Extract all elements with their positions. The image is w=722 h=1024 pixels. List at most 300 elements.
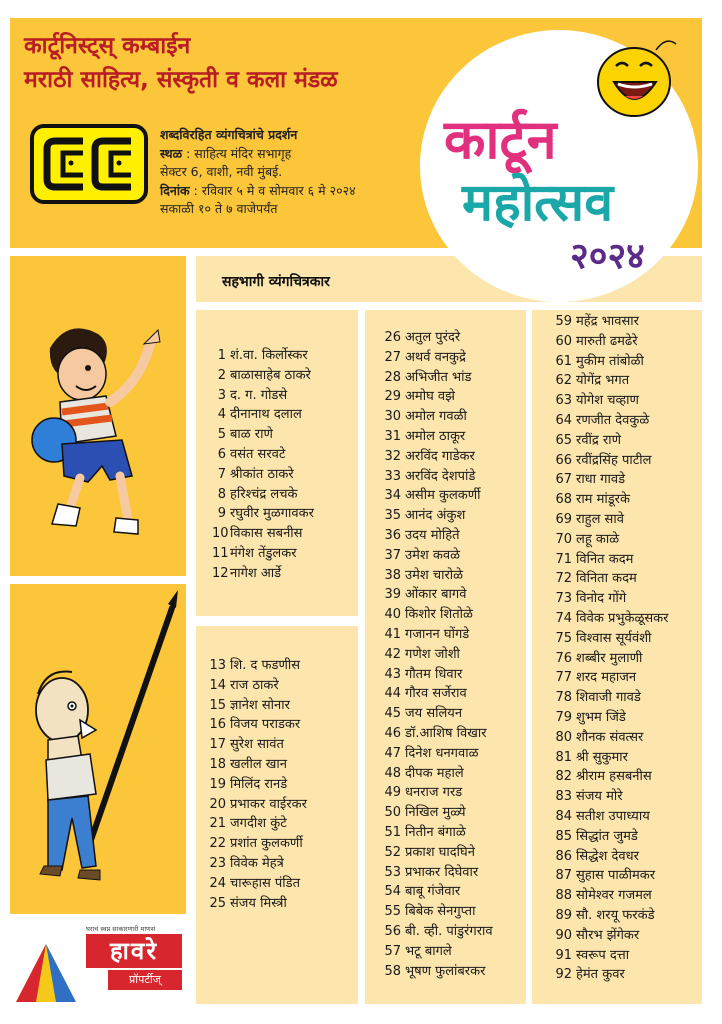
- artist-list-item: [381, 566, 493, 586]
- artist-name: वसंत सरवटे: [230, 446, 286, 462]
- artist-list-item: [381, 368, 493, 388]
- artist-list-item: [552, 728, 668, 748]
- artist-list-item: [552, 470, 668, 490]
- artist-number: 57: [384, 943, 401, 959]
- artist-number: 4: [217, 407, 226, 423]
- artist-number: 60: [555, 333, 572, 349]
- artist-number: 7: [217, 466, 226, 482]
- boy-illustration-panel: [10, 256, 186, 576]
- artist-name: राज ठाकरे: [230, 677, 279, 693]
- venue-address: सेक्टर 6, वाशी, नवी मुंबई.: [160, 164, 283, 179]
- artist-name: रणजीत देवकुळे: [576, 412, 650, 428]
- artist-list-item: [552, 668, 668, 688]
- artist-number: 86: [555, 848, 572, 864]
- artist-number: 80: [555, 729, 572, 745]
- artist-number: 21: [209, 816, 226, 832]
- artist-number: 5: [217, 427, 226, 443]
- artists-column-1b: [196, 626, 358, 1004]
- artist-list-item: [206, 696, 307, 716]
- artist-name: संजय मोरे: [576, 789, 623, 805]
- artist-list-item: [552, 490, 668, 510]
- artist-list-item: [212, 465, 314, 485]
- artist-list-item: [552, 965, 668, 985]
- artist-name: सोमेश्वर गजमल: [576, 888, 652, 904]
- artist-name: योगेंद्र भगत: [576, 373, 630, 389]
- artist-number: 55: [384, 904, 401, 920]
- artist-list-item: [552, 688, 668, 708]
- artist-number: 28: [384, 369, 401, 385]
- artist-name: रवींद्र राणे: [576, 432, 622, 448]
- artist-list-item: [206, 755, 307, 775]
- artist-name: श्रीराम हसबनीस: [576, 769, 652, 785]
- artist-number: 42: [384, 646, 401, 662]
- artist-name: हरिश्चंद्र लचके: [230, 486, 298, 502]
- artist-name: हेमंत कुवर: [576, 967, 625, 983]
- artist-name: मारुती ढमढेरे: [576, 333, 638, 349]
- sponsor-logo: [10, 922, 186, 1006]
- artist-name: जगदीश कुंटे: [230, 816, 287, 832]
- artist-name: राम मांडूरके: [576, 492, 630, 508]
- artist-number: 38: [384, 567, 401, 583]
- festival-year: २०२४: [570, 236, 645, 277]
- artist-number: 26: [384, 330, 401, 345]
- venue-text: : साहित्य मंदिर सभागृह: [182, 145, 292, 161]
- artist-number: 8: [217, 486, 226, 502]
- artist-number: 65: [555, 432, 572, 448]
- artist-number: 45: [384, 706, 401, 722]
- artist-number: 3: [217, 387, 226, 403]
- artist-list: [381, 328, 493, 981]
- artist-name: प्रभाकर वाईरकर: [230, 796, 307, 812]
- artist-number: 12: [212, 565, 229, 581]
- artist-name: संजय मिस्त्री: [230, 895, 287, 911]
- date-row: [160, 182, 356, 201]
- artist-list-item: [381, 902, 493, 922]
- artist-name: विनित कदम: [576, 551, 634, 567]
- artist-list-item: [552, 371, 668, 391]
- artist-number: 89: [555, 907, 572, 923]
- artist-name: गणेश जोशी: [405, 646, 460, 662]
- artist-name: अभिजीत भांड: [405, 369, 472, 385]
- artist-name: लहू काळे: [576, 531, 620, 547]
- artist-list-item: [206, 676, 307, 696]
- exhibition-title: शब्दविरहित व्यंगचित्रांचे प्रदर्शन: [160, 127, 298, 142]
- artist-list-item: [212, 425, 314, 445]
- artist-name: डॉ.आशिष विखार: [405, 725, 487, 741]
- artist-list-item: [552, 886, 668, 906]
- artists-column-1a: [196, 310, 358, 616]
- artist-list-item: [381, 724, 493, 744]
- artist-list-item: [381, 486, 493, 506]
- artist-name: महेंद्र भावसार: [576, 314, 639, 329]
- artist-number: 27: [384, 349, 401, 365]
- artist-name: योगेश चव्हाण: [576, 393, 639, 409]
- artist-name: धनराज गरड: [405, 785, 463, 801]
- artist-number: 78: [555, 690, 572, 706]
- artist-list-item: [381, 783, 493, 803]
- artist-list: [212, 346, 314, 584]
- artist-name: प्रकाश घादघिने: [405, 844, 475, 860]
- artist-list-item: [381, 942, 493, 962]
- artist-number: 37: [384, 547, 401, 563]
- artist-list: [206, 656, 307, 913]
- artist-list-item: [552, 946, 668, 966]
- artist-name: सतीश उपाध्याय: [576, 808, 650, 824]
- artist-name: उदय मोहिते: [405, 527, 460, 543]
- artist-name: ओंकार बागवे: [405, 587, 467, 603]
- artist-name: रवींद्रसिंह पाटील: [576, 452, 652, 468]
- artist-list-item: [381, 803, 493, 823]
- sponsor-tagline: घराचं स्वप्न साकारणारी माणसं: [86, 925, 156, 933]
- artist-list-item: [552, 807, 668, 827]
- artist-number: 91: [555, 947, 572, 963]
- artist-number: 92: [555, 967, 572, 983]
- artist-number: 54: [384, 884, 401, 900]
- artist-name: द. ग. गोडसे: [230, 387, 288, 403]
- artist-number: 66: [555, 452, 572, 468]
- artist-list-item: [552, 827, 668, 847]
- artist-name: खलील खान: [230, 756, 287, 772]
- artist-number: 76: [555, 650, 572, 666]
- artist-number: 14: [209, 677, 226, 693]
- sponsor-name: हावरे: [86, 934, 182, 968]
- artist-name: उमेश कवळे: [405, 547, 460, 563]
- artist-number: 70: [555, 531, 572, 547]
- artist-list-item: [206, 656, 307, 676]
- laughing-face-icon: [598, 41, 676, 116]
- artist-name: सौरभ झेंगेकर: [576, 927, 640, 943]
- artist-number: 85: [555, 828, 572, 844]
- artist-number: 59: [555, 314, 572, 329]
- artist-list-item: [206, 795, 307, 815]
- artist-number: 75: [555, 630, 572, 646]
- artist-list-item: [552, 847, 668, 867]
- artist-number: 63: [555, 393, 572, 409]
- artist-name: सुरेश सावंत: [230, 737, 284, 753]
- artist-list-item: [212, 405, 314, 425]
- artist-list-item: [381, 645, 493, 665]
- cc-logo-icon: [30, 124, 148, 204]
- artist-number: 84: [555, 808, 572, 824]
- festival-logo: [420, 30, 698, 302]
- artist-number: 43: [384, 666, 401, 682]
- artist-list-item: [552, 569, 668, 589]
- artist-list-item: [206, 814, 307, 834]
- artist-list-item: [381, 348, 493, 368]
- artist-name: भटू बागले: [405, 943, 452, 959]
- org-name-line2: मराठी साहित्य, संस्कृती व कला मंडळ: [24, 67, 338, 93]
- artist-list-item: [381, 387, 493, 407]
- artist-name: दीपक महाले: [405, 765, 464, 781]
- artist-list-item: [552, 649, 668, 669]
- artist-number: 9: [217, 506, 226, 522]
- artist-list-item: [381, 823, 493, 843]
- artist-name: नागेश आर्डे: [230, 565, 282, 581]
- artist-number: 64: [555, 412, 572, 428]
- list-title: सहभागी व्यंगचित्रकार: [222, 274, 330, 290]
- artist-list-item: [552, 866, 668, 886]
- artist-list-item: [206, 715, 307, 735]
- artist-number: 17: [209, 737, 226, 753]
- artist-name: अमोल ठाकूर: [405, 428, 466, 444]
- artist-name: गौतम धिवार: [405, 666, 463, 682]
- artist-number: 13: [209, 658, 226, 673]
- artist-number: 24: [209, 875, 226, 891]
- artist-list-item: [212, 544, 314, 564]
- artist-number: 33: [384, 468, 401, 484]
- date-text: : रविवार ५ मे व सोमवार ६ मे २०२४: [189, 182, 356, 198]
- artist-number: 40: [384, 607, 401, 623]
- artists-column-3: [532, 310, 702, 1004]
- artist-name: विनोद गोंगे: [576, 591, 627, 607]
- sponsor-subtitle: प्रॉपर्टीज्: [108, 970, 182, 990]
- artist-name: उमेश चारोळे: [405, 567, 464, 583]
- artists-column-2: [365, 310, 526, 1004]
- artist-list-item: [381, 863, 493, 883]
- artist-list-item: [552, 906, 668, 926]
- artist-number: 83: [555, 789, 572, 805]
- artist-list-item: [381, 585, 493, 605]
- artist-number: 11: [212, 545, 229, 561]
- artist-list-item: [212, 564, 314, 584]
- artist-list-item: [381, 407, 493, 427]
- artist-number: 51: [384, 824, 401, 840]
- artist-list-item: [381, 704, 493, 724]
- artist-number: 77: [555, 670, 572, 686]
- artist-number: 49: [384, 785, 401, 801]
- artist-list-item: [381, 625, 493, 645]
- artist-name: विवेक प्रभुकेळूसकर: [576, 610, 669, 626]
- artist-number: 30: [384, 409, 401, 425]
- event-info: [160, 126, 356, 219]
- artist-name: अमोल गवळी: [405, 409, 467, 425]
- artist-list-item: [552, 708, 668, 728]
- artist-name: बाबू गंजेवार: [405, 884, 461, 900]
- artist-number: 87: [555, 868, 572, 884]
- artist-number: 50: [384, 805, 401, 821]
- artist-number: 18: [209, 756, 226, 772]
- artist-name: सिद्धेश देवधर: [576, 848, 639, 864]
- artist-number: 44: [384, 686, 401, 702]
- artist-list-item: [206, 775, 307, 795]
- artist-name: दिनेश धनगवाळ: [405, 745, 479, 761]
- artist-number: 15: [209, 697, 226, 713]
- artist-name: गजानन घोंगडे: [405, 626, 470, 642]
- artist-number: 88: [555, 888, 572, 904]
- artist-number: 79: [555, 709, 572, 725]
- artist-list-item: [552, 352, 668, 372]
- artist-number: 52: [384, 844, 401, 860]
- artist-name: शब्बीर मुलाणी: [576, 650, 643, 666]
- artist-number: 6: [217, 446, 226, 462]
- artist-number: 46: [384, 725, 401, 741]
- boy-with-ball-icon: [10, 256, 186, 576]
- artist-name: किशोर शितोळे: [405, 607, 473, 623]
- festival-word1: कार्टून: [444, 108, 557, 171]
- artist-name: श्री सुकुमार: [576, 749, 628, 765]
- artist-list-item: [206, 874, 307, 894]
- artist-list-item: [552, 926, 668, 946]
- artist-number: 62: [555, 373, 572, 389]
- artist-name: विश्वास सूर्यवंशी: [576, 630, 652, 646]
- artist-number: 58: [384, 963, 401, 979]
- artist-name: गौरव सर्जेराव: [405, 686, 467, 702]
- artist-list-item: [206, 854, 307, 874]
- artist-number: 53: [384, 864, 401, 880]
- artist-number: 20: [209, 796, 226, 812]
- artist-name: अथर्व वनकुद्रे: [405, 349, 466, 365]
- artist-number: 39: [384, 587, 401, 603]
- artist-number: 61: [555, 353, 572, 369]
- artist-name: श्रीकांत ठाकरे: [230, 466, 294, 482]
- artist-name: शौनक संवत्सर: [576, 729, 644, 745]
- artist-list-item: [381, 427, 493, 447]
- artist-name: शुभम जिंडे: [576, 709, 626, 725]
- artist-list-item: [212, 485, 314, 505]
- man-with-brush-icon: [10, 584, 186, 914]
- venue-row: [160, 145, 356, 164]
- artist-name: शरद महाजन: [576, 670, 637, 686]
- artist-number: 72: [555, 571, 572, 587]
- org-name-line1: कार्टूनिस्ट्स् कम्बाईन: [24, 33, 191, 59]
- time-text: सकाळी १० ते ७ वाजेपर्यंत: [160, 201, 278, 216]
- artist-list-item: [552, 609, 668, 629]
- artist-list-item: [381, 467, 493, 487]
- artist-number: 67: [555, 472, 572, 488]
- artist-number: 47: [384, 745, 401, 761]
- artist-list-item: [381, 684, 493, 704]
- artist-name: बिबेक सेनगुप्ता: [405, 904, 476, 920]
- artist-name: मिलिंद रानडे: [230, 776, 288, 792]
- artist-list-item: [206, 834, 307, 854]
- artist-name: सिद्धांत जुमडे: [576, 828, 638, 844]
- artist-list-item: [212, 346, 314, 366]
- sponsor-triangle-icon: [10, 922, 86, 1006]
- artist-list-item: [381, 605, 493, 625]
- artist-list-item: [381, 922, 493, 942]
- artist-number: 31: [384, 428, 401, 444]
- artist-name: राधा गावडे: [576, 472, 626, 488]
- artist-name: राहुल सावे: [576, 511, 624, 527]
- artist-name: स्वरूप दत्ता: [576, 947, 630, 963]
- artist-name: बाळ राणे: [230, 427, 273, 443]
- artist-name: चारूहास पंडित: [230, 875, 301, 891]
- artist-name: अतुल पुरंदरे: [405, 330, 461, 345]
- artist-name: भूषण फुलांबरकर: [405, 963, 486, 979]
- artist-list-item: [381, 328, 493, 348]
- artist-list-item: [552, 332, 668, 352]
- artist-name: विकास सबनीस: [230, 526, 303, 542]
- artist-list-item: [212, 504, 314, 524]
- artist-name: सुहास पाळीमकर: [576, 868, 656, 884]
- artist-list-item: [381, 665, 493, 685]
- artist-name: निखिल मुळ्ये: [405, 805, 466, 821]
- artist-number: 74: [555, 610, 572, 626]
- artist-number: 1: [217, 348, 226, 363]
- artist-name: नितीन बंगाळे: [405, 824, 466, 840]
- artist-list-item: [206, 894, 307, 914]
- artist-number: 68: [555, 492, 572, 508]
- artist-list-item: [212, 366, 314, 386]
- artist-list-item: [381, 962, 493, 982]
- artist-list-item: [552, 767, 668, 787]
- artist-number: 35: [384, 508, 401, 524]
- artist-name: प्रभाकर दिघेवार: [405, 864, 479, 880]
- artist-name: बाळासाहेब ठाकरे: [230, 367, 311, 383]
- artist-name: आनंद अंकुश: [405, 508, 466, 524]
- artist-list-item: [552, 391, 668, 411]
- artist-number: 69: [555, 511, 572, 527]
- artist-name: विवेक मेहत्रे: [230, 855, 284, 871]
- artist-number: 90: [555, 927, 572, 943]
- artist-number: 2: [217, 367, 226, 383]
- artist-number: 41: [384, 626, 401, 642]
- artist-list-item: [381, 744, 493, 764]
- artist-name: अरविंद देशपांडे: [405, 468, 476, 484]
- artist-number: 34: [384, 488, 401, 504]
- artist-list-item: [552, 510, 668, 530]
- artist-name: दीनानाथ दलाल: [230, 407, 302, 423]
- artist-name: जय सलियन: [405, 706, 463, 722]
- artist-list-item: [381, 843, 493, 863]
- artist-list-item: [552, 748, 668, 768]
- artist-name: विनिता कदम: [576, 571, 637, 587]
- artist-number: 48: [384, 765, 401, 781]
- artist-name: सौ. शरयू फरकंडे: [576, 907, 655, 923]
- artist-number: 82: [555, 769, 572, 785]
- artist-number: 23: [209, 855, 226, 871]
- artist-list-item: [381, 447, 493, 467]
- artist-number: 32: [384, 448, 401, 464]
- artist-list-item: [552, 312, 668, 332]
- artist-name: अमोघ वझे: [405, 389, 455, 405]
- artist-list-item: [552, 787, 668, 807]
- artist-name: मंगेश तेंडुलकर: [230, 545, 297, 561]
- artist-name: प्रशांत कुलकर्णी: [230, 836, 303, 852]
- artist-number: 29: [384, 389, 401, 405]
- artist-number: 22: [209, 836, 226, 852]
- venue-label: स्थळ: [160, 145, 183, 161]
- artist-number: 73: [555, 591, 572, 607]
- artist-list-item: [206, 735, 307, 755]
- artist-number: 71: [555, 551, 572, 567]
- artist-name: अरविंद गाडेकर: [405, 448, 475, 464]
- artist-list-item: [552, 431, 668, 451]
- artist-list-item: [381, 882, 493, 902]
- artist-name: ज्ञानेश सोनार: [230, 697, 290, 713]
- artist-name: शिवाजी गावडे: [576, 690, 641, 706]
- artist-number: 81: [555, 749, 572, 765]
- artist-list-item: [552, 629, 668, 649]
- festival-word2: महोत्सव: [462, 173, 614, 233]
- artist-name: मुकीम तांबोळी: [576, 353, 644, 369]
- artist-name: शं.वा. किर्लोस्कर: [230, 348, 308, 363]
- artist-illustration-panel: [10, 584, 186, 914]
- artist-number: 36: [384, 527, 401, 543]
- artist-list-item: [212, 386, 314, 406]
- artist-name: शि. द फडणीस: [230, 658, 301, 673]
- artist-list-item: [552, 550, 668, 570]
- artist-list-item: [212, 445, 314, 465]
- date-label: दिनांक: [160, 182, 190, 198]
- artist-name: असीम कुलकर्णी: [405, 488, 481, 504]
- artist-list-item: [381, 506, 493, 526]
- artist-list-item: [381, 764, 493, 784]
- artist-number: 25: [209, 895, 226, 911]
- artist-name: बी. व्ही. पांडुरंगराव: [405, 923, 493, 939]
- artist-name: विजय पराडकर: [230, 717, 301, 733]
- artist-list-item: [552, 451, 668, 471]
